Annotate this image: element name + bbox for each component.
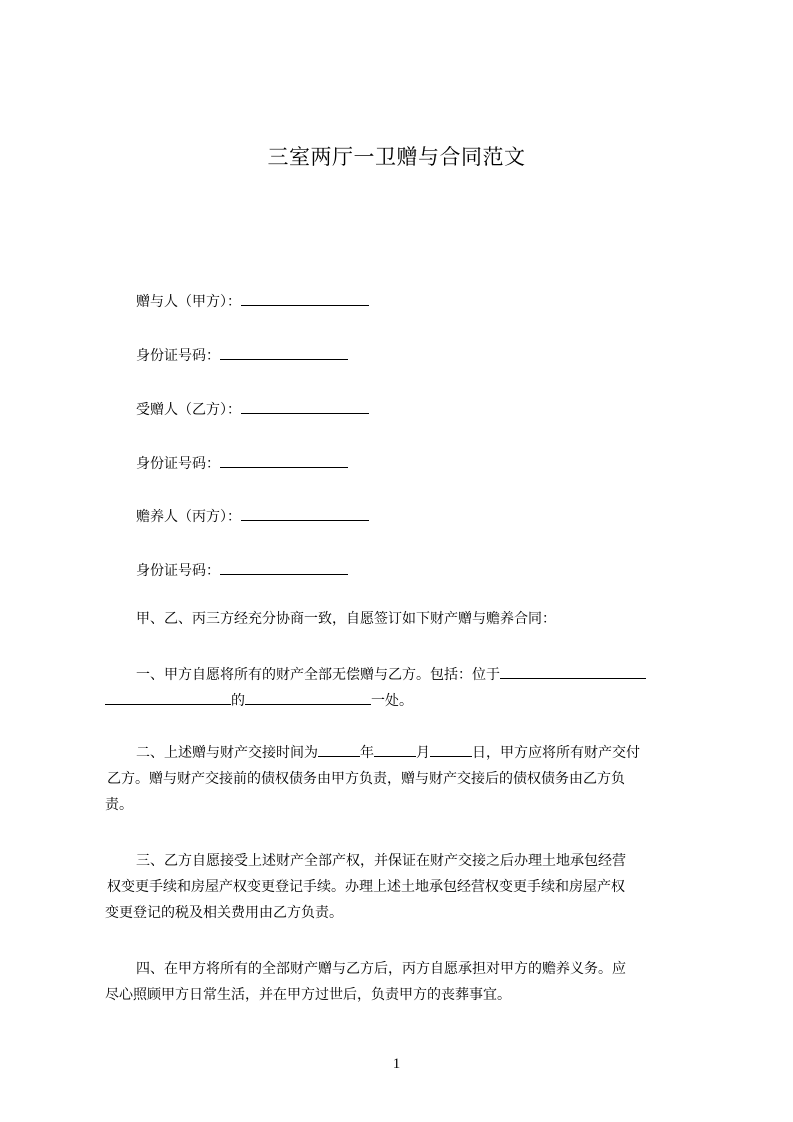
clause-3 xyxy=(105,848,703,926)
document-title: 三室两厅一卫赠与合同范文 xyxy=(267,145,526,169)
donor-blank xyxy=(241,291,369,306)
donee-field xyxy=(136,399,369,420)
clause-2-text-a: 二、上述赠与财产交接时间为 xyxy=(136,745,318,761)
supporter-field xyxy=(136,506,369,527)
clause-3-line-3: 变更登记的税及相关费用由乙方负责。 xyxy=(105,905,343,921)
clause-2-month-blank xyxy=(374,741,416,757)
clause-2 xyxy=(105,740,703,818)
clause-2-day-blank xyxy=(430,741,472,757)
supporter-id-field xyxy=(136,560,348,581)
clause-3-line-1: 三、乙方自愿接受上述财产全部产权，并保证在财产交接之后办理土地承包经营 xyxy=(136,853,626,869)
clause-1 xyxy=(105,662,703,714)
supporter-id-label: 身份证号码： xyxy=(136,563,220,579)
page-number: 1 xyxy=(392,1056,401,1072)
clause-1-line-2 xyxy=(105,688,703,714)
supporter-blank xyxy=(241,506,369,521)
clause-1-text-b: 的 xyxy=(231,693,245,709)
donee-id-field xyxy=(136,453,348,474)
clause-2-month-label: 月 xyxy=(416,745,430,761)
intro-paragraph: 甲、乙、丙三方经充分协商一致，自愿签订如下财产赠与赡养合同： xyxy=(136,611,556,627)
clause-2-line-3: 责。 xyxy=(105,797,133,813)
clause-1-line-1 xyxy=(105,662,703,688)
clause-1-location-blank-cont xyxy=(105,689,231,705)
clause-1-text-c: 一处。 xyxy=(371,693,413,709)
donor-field xyxy=(136,291,369,312)
donee-blank xyxy=(241,399,369,414)
clause-1-text-a: 一、甲方自愿将所有的财产全部无偿赠与乙方。包括：位于 xyxy=(136,667,500,683)
clause-2-text-b: 日，甲方应将所有财产交付 xyxy=(472,745,640,761)
donee-label: 受赠人（乙方）： xyxy=(136,402,241,418)
donor-id-label: 身份证号码： xyxy=(136,348,220,364)
clause-1-property-blank xyxy=(245,689,371,705)
clause-3-line-2: 权变更手续和房屋产权变更登记手续。办理上述土地承包经营权变更手续和房屋产权 xyxy=(107,879,625,895)
donor-id-field xyxy=(136,345,348,366)
donor-label: 赠与人（甲方）： xyxy=(136,294,241,310)
clause-2-line-2: 乙方。赠与财产交接前的债权债务由甲方负责，赠与财产交接后的债权债务由乙方负 xyxy=(107,771,625,787)
supporter-id-blank xyxy=(220,560,348,575)
clause-4 xyxy=(105,956,703,1008)
clause-2-line-1 xyxy=(105,740,703,766)
clause-2-year-label: 年 xyxy=(360,745,374,761)
donee-id-blank xyxy=(220,453,348,468)
donor-id-blank xyxy=(220,345,348,360)
clause-2-year-blank xyxy=(318,741,360,757)
clause-1-location-blank xyxy=(500,663,646,679)
supporter-label: 赡养人（丙方）： xyxy=(136,509,241,525)
donee-id-label: 身份证号码： xyxy=(136,456,220,472)
clause-4-line-1: 四、在甲方将所有的全部财产赠与乙方后，丙方自愿承担对甲方的赡养义务。应 xyxy=(136,961,626,977)
clause-4-line-2: 尽心照顾甲方日常生活，并在甲方过世后，负责甲方的丧葬事宜。 xyxy=(105,987,511,1003)
